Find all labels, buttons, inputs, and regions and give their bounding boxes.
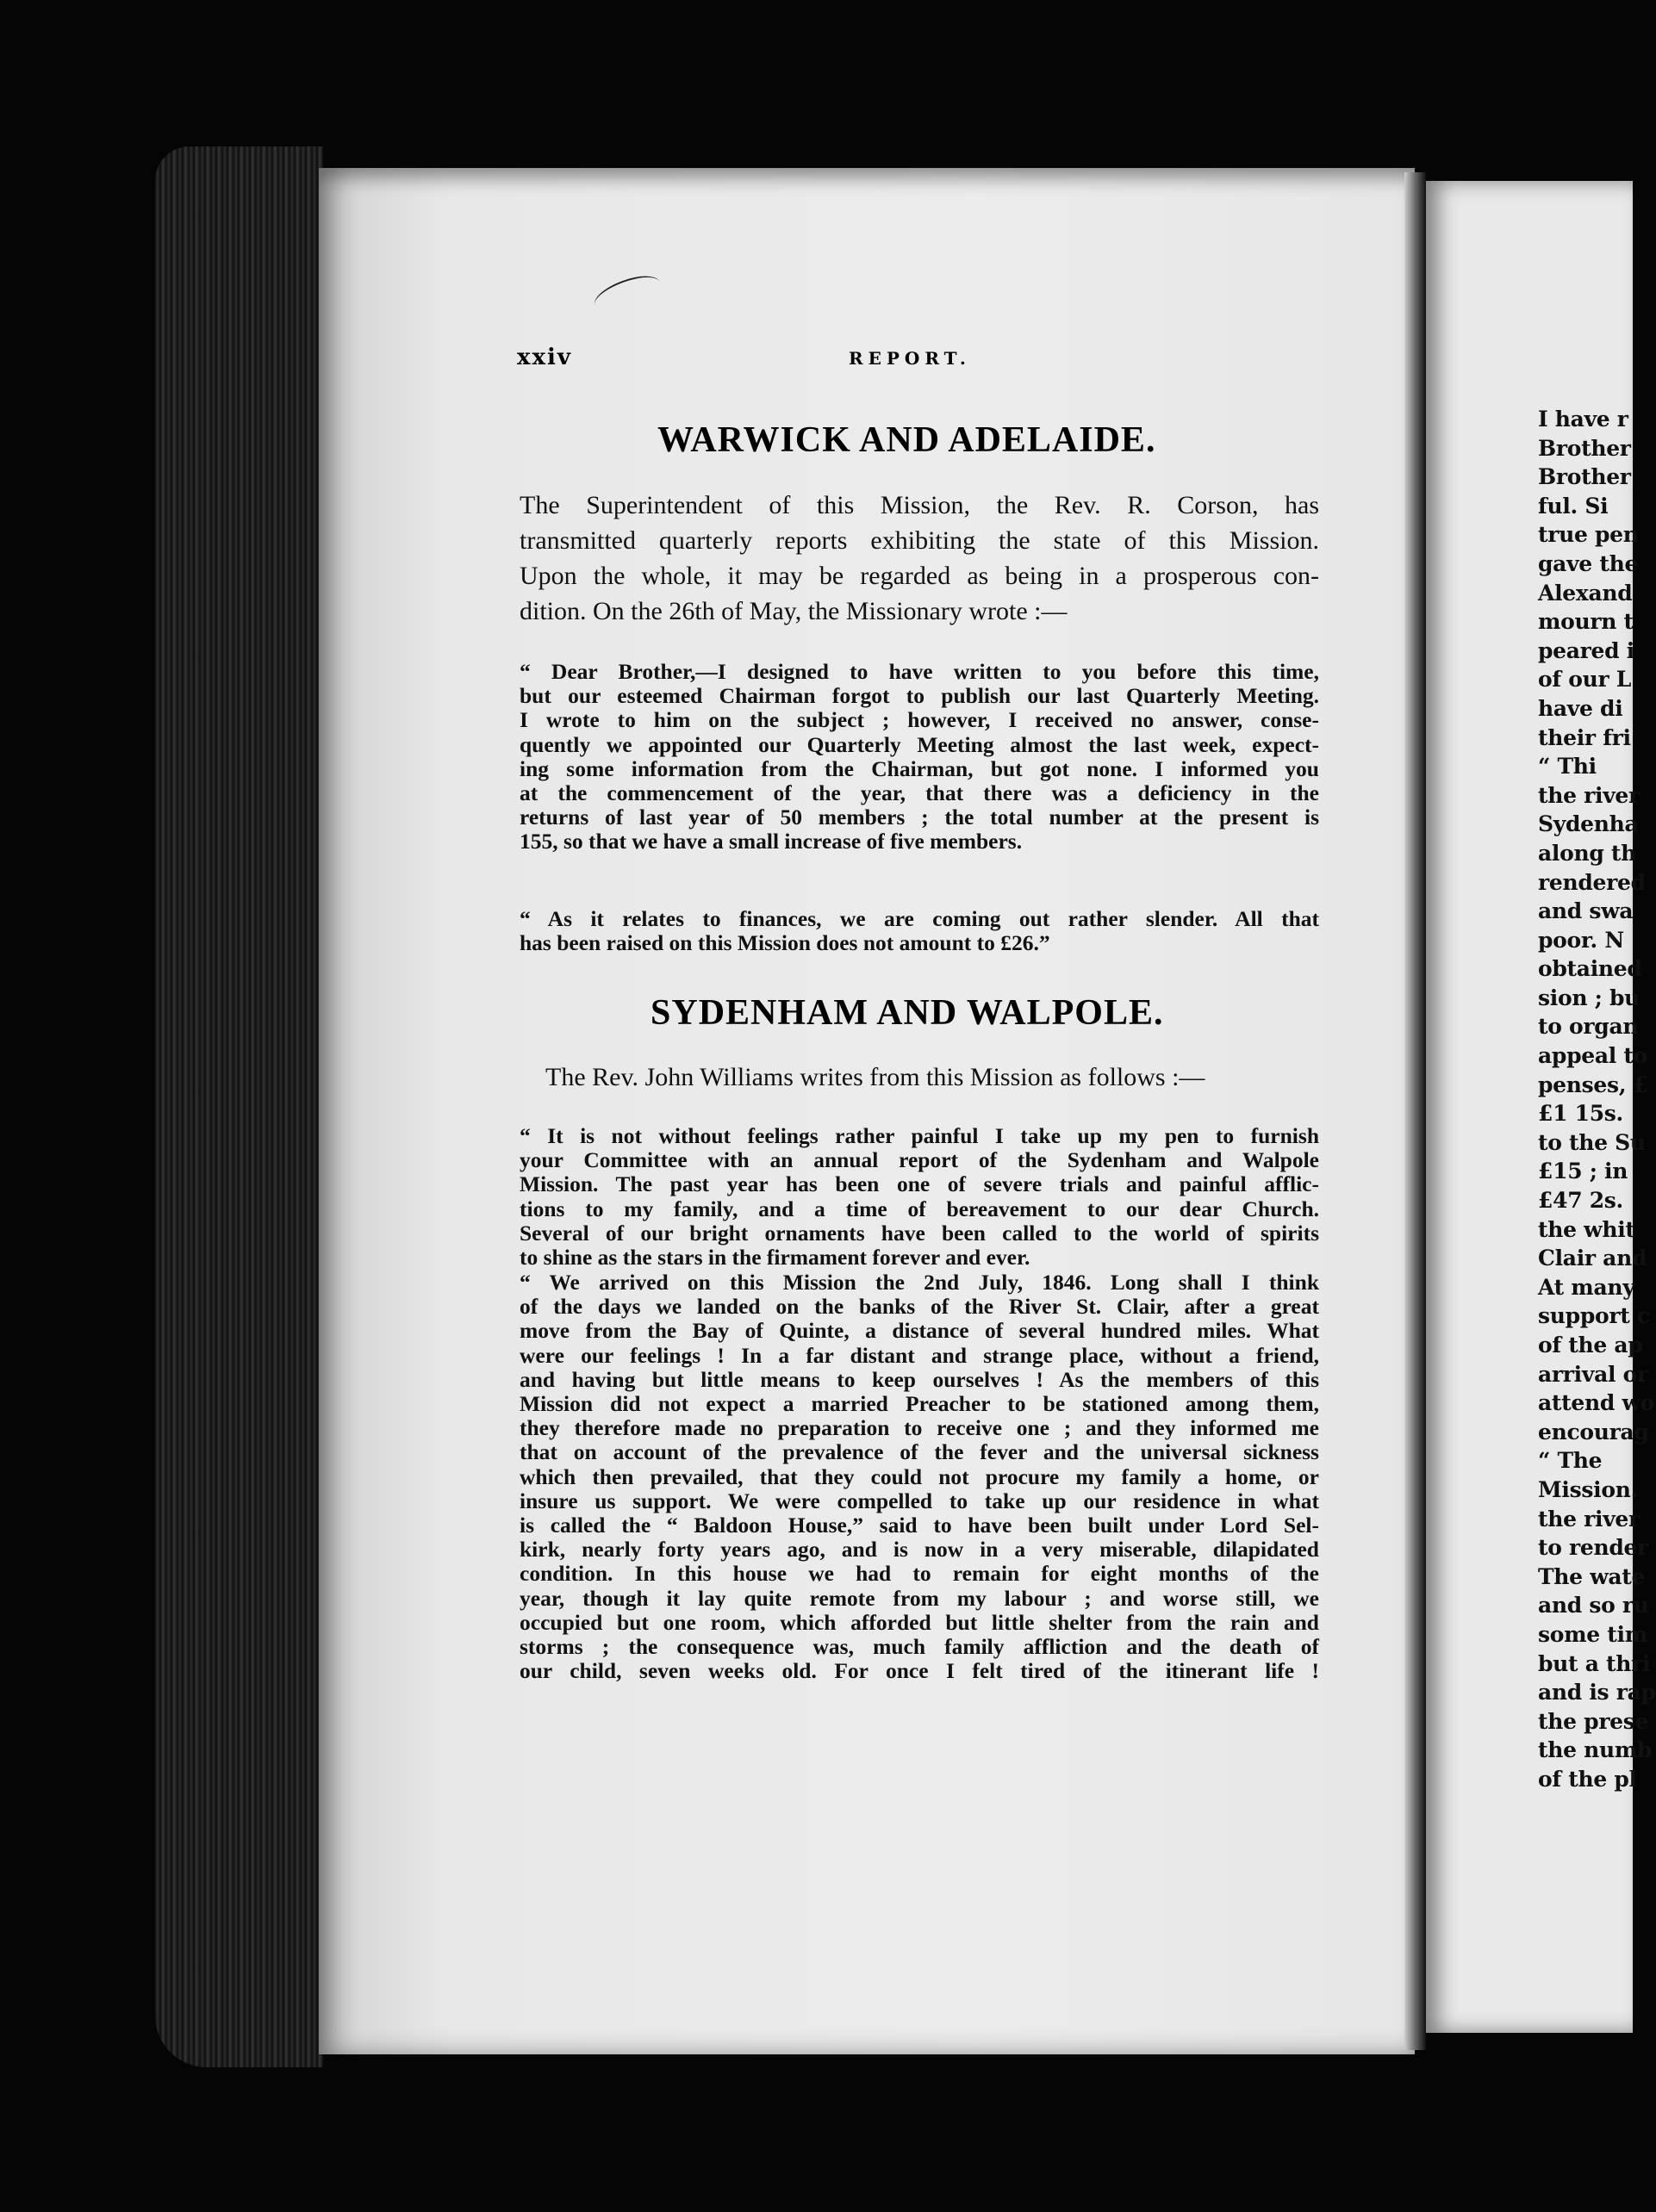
text-line: your Committee with an annual report of the Sydenham and Walpole <box>520 1147 1319 1173</box>
text-line: insure us support. We were compelled to take up our residence in what <box>520 1488 1319 1513</box>
facing-line: to the Su <box>1538 1129 1646 1155</box>
facing-line: but a thri <box>1538 1650 1651 1676</box>
text-line: which then prevailed, that they could not procure my family a home, or <box>520 1463 1319 1489</box>
facing-line: ful. Si <box>1538 493 1609 519</box>
facing-line: arrival or <box>1538 1361 1648 1387</box>
text-line: quently we appointed our Quarterly Meeting almost the last week, expect- <box>520 731 1319 757</box>
facing-line: attend wo <box>1538 1390 1655 1416</box>
text-line: kirk, nearly forty years ago, and is now in a very miserable, dilapidated <box>520 1537 1319 1563</box>
facing-line: true pen <box>1538 522 1639 548</box>
text-line: Upon the whole, it may be regarded as being in a prosperous con- <box>520 562 1319 590</box>
facing-line: the numb <box>1538 1737 1653 1763</box>
warwick-intro-paragraph <box>520 488 1319 629</box>
facing-line: of our L <box>1538 667 1632 693</box>
text-line: that on account of the prevalence of the fever and the universal sickness <box>520 1439 1319 1465</box>
section-heading-sydenham: SYDENHAM AND WALPOLE. <box>651 993 1164 1033</box>
facing-line: “ The <box>1538 1448 1603 1474</box>
text-line: “ As it relates to finances, we are coming out rather slender. All that <box>520 906 1319 931</box>
text-line: storms ; the consequence was, much family affliction and the death of <box>520 1634 1319 1660</box>
facing-line: “ Thi <box>1538 754 1597 780</box>
text-line: Several of our bright ornaments have been called to the world of spirits <box>520 1220 1319 1246</box>
text-line: move from the Bay of Quinte, a distance of several hundred miles. What <box>520 1318 1319 1344</box>
facing-line: Brother <box>1538 464 1631 490</box>
running-title: REPORT. <box>849 348 971 369</box>
facing-line: rendered <box>1538 869 1646 895</box>
facing-line: obtained <box>1538 956 1642 982</box>
text-line: tions to my family, and a time of bereavement to our dear Church. <box>520 1196 1319 1221</box>
text-line: 155, so that we have a small increase of five members. <box>520 829 1023 854</box>
facing-line: gave the <box>1538 550 1639 576</box>
book-gutter <box>1404 172 1426 2050</box>
facing-line: I have r <box>1538 407 1628 432</box>
text-line: is called the “ Baldoon House,” said to have been built under Lord Sel- <box>520 1513 1319 1538</box>
text-line: of the days we landed on the banks of the River St. Clair, after a great <box>520 1294 1319 1320</box>
facing-line: the river <box>1538 1506 1640 1532</box>
facing-line: along th <box>1538 840 1637 866</box>
text-line: were our feelings ! In a far distant and strange place, without a friend, <box>520 1342 1319 1368</box>
facing-line: sion ; bu <box>1538 985 1640 1010</box>
running-head <box>517 345 1318 379</box>
facing-line: have di <box>1538 695 1623 721</box>
facing-line: the whit <box>1538 1216 1635 1242</box>
facing-line: support c <box>1538 1303 1650 1329</box>
facing-page-text <box>1538 405 1656 1794</box>
text-line: to shine as the stars in the firmament forever and ever. <box>520 1245 1030 1271</box>
text-line: “ We arrived on this Mission the 2nd July, 1846. Long shall I think <box>520 1270 1319 1295</box>
facing-line: Mission. <box>1538 1476 1638 1502</box>
text-line: The Superintendent of this Mission, the Rev. R. Corson, has <box>520 491 1319 519</box>
facing-line: appeal to <box>1538 1043 1647 1069</box>
text-line: returns of last year of 50 members ; the total number at the present is <box>520 805 1319 830</box>
text-line: but our esteemed Chairman forgot to publish our last Quarterly Meeting. <box>520 683 1319 709</box>
text-line: “ It is not without feelings rather painful I take up my pen to furnish <box>520 1123 1319 1148</box>
text-line: transmitted quarterly reports exhibiting the state of this Mission. <box>520 526 1319 555</box>
text-line: dition. On the 26th of May, the Missionary wrote :— <box>520 597 1068 625</box>
text-line: I wrote to him on the subject ; however, I received no answer, conse- <box>520 707 1319 733</box>
facing-line: the river <box>1538 782 1640 808</box>
facing-line: of the ap <box>1538 1333 1643 1358</box>
section-heading-warwick: WARWICK AND ADELAIDE. <box>657 420 1156 460</box>
text-line: they therefore made no preparation to receive one ; and they informed me <box>520 1415 1319 1441</box>
warwick-letter-paragraph <box>520 660 1319 854</box>
facing-line: and is rap <box>1538 1680 1656 1706</box>
facing-line: £15 ; in <box>1538 1159 1628 1184</box>
facing-line: the prese <box>1538 1708 1649 1734</box>
facing-line: some tim <box>1538 1621 1647 1647</box>
facing-line: to render <box>1538 1535 1649 1561</box>
text-line: has been raised on this Mission does not amount to £26.” <box>520 930 1050 956</box>
facing-line: £47 2s. <box>1538 1188 1623 1214</box>
facing-line: penses, £ <box>1538 1072 1648 1097</box>
text-line: ing some information from the Chairman, but got none. I informed you <box>520 755 1319 781</box>
facing-line: Alexand <box>1538 580 1633 606</box>
text-line: Mission did not expect a married Preacher to be stationed among them, <box>520 1391 1319 1417</box>
facing-line: of the pl <box>1538 1766 1637 1792</box>
page-number: xxiv <box>517 345 572 370</box>
book-fore-edge <box>155 146 323 2067</box>
text-line: occupied but one room, which afforded but little shelter from the rain and <box>520 1609 1319 1635</box>
facing-line: their fri <box>1538 724 1631 750</box>
sydenham-intro-paragraph <box>545 1059 1319 1095</box>
text-line: “ Dear Brother,—I designed to have written to you before this time, <box>520 659 1319 684</box>
facing-line: Sydenha <box>1538 811 1639 837</box>
sydenham-letter-arrival-paragraph <box>520 1271 1319 1683</box>
facing-line: Clair and <box>1538 1246 1647 1271</box>
text-line: year, though it lay quite remote from my labour ; and worse still, we <box>520 1585 1319 1611</box>
facing-line: poor. N <box>1538 927 1624 953</box>
text-line: Mission. The past year has been one of severe trials and painful afflic- <box>520 1171 1319 1197</box>
facing-line: mourn t <box>1538 609 1634 635</box>
text-line: condition. In this house we had to remain for eight months of the <box>520 1561 1319 1587</box>
facing-line: and so ru <box>1538 1593 1649 1619</box>
facing-line: Brother <box>1538 435 1631 461</box>
text-line: The Rev. John Williams writes from this Mission as follows :— <box>545 1063 1205 1091</box>
facing-line: to organ <box>1538 1014 1639 1040</box>
facing-line: The wate <box>1538 1563 1646 1589</box>
sydenham-letter-paragraph <box>520 1124 1319 1270</box>
facing-line: and swa <box>1538 898 1634 924</box>
text-line: at the commencement of the year, that there was a deficiency in the <box>520 780 1319 806</box>
facing-line: encourag <box>1538 1419 1649 1445</box>
warwick-letter-finance-paragraph <box>520 907 1319 955</box>
facing-line: peared i <box>1538 637 1634 663</box>
text-line: our child, seven weeks old. For once I felt tired of the itinerant life ! <box>520 1658 1319 1684</box>
facing-line: At many <box>1538 1274 1635 1300</box>
facing-line: £1 15s. <box>1538 1101 1623 1127</box>
text-line: and having but little means to keep ourselves ! As the members of this <box>520 1366 1319 1392</box>
